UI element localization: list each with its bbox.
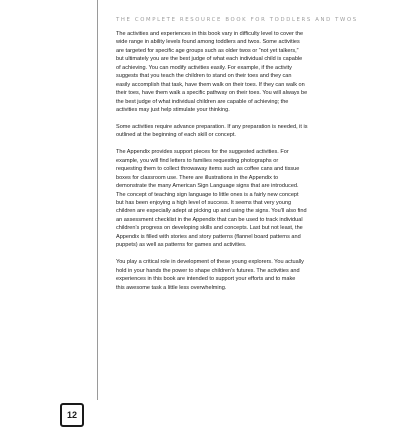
text-line: Appendix is filled with stories and story patterns (flannel board patterns and [116,233,301,240]
text-line: activities may just help stimulate your thinking. [116,107,230,114]
text-line: their toes, have them walk a specific pathway on their toes. You will always be [116,90,308,97]
text-line: The Appendix provides support pieces for the suggested activities. For [116,149,289,156]
margin-rule [97,0,98,400]
text-line: You play a critical role in development of these young explorers. You actually [116,259,304,266]
body-text [116,30,348,300]
text-line: suggests that you teach the children to stand on their toes and they can [116,73,292,80]
text-line: are targeted for specific age groups such as older twos or “not yet talkers,” [116,47,299,54]
paragraph [116,30,348,115]
text-line: experiences in this book are intended to support your efforts and to make [116,276,296,283]
text-line: easily accomplish that task, have them walk on their toes. If they can walk on [116,81,305,88]
text-line: hold in your hands the power to shape children’s futures. The activities and [116,267,300,274]
paragraph [116,258,348,292]
paragraph [116,148,348,249]
text-line: The activities and experiences in this book vary in difficulty level to cover the [116,31,304,37]
text-line: outlined at the beginning of each skill or concept. [116,132,236,139]
text-line: children are especially adept at picking up and using the signs. You’ll also find [116,208,307,215]
text-line: this awesome task a little less overwhelming. [116,284,227,291]
text-line: children’s progress on developing skills and concepts. Last but not least, the [116,225,303,232]
page-number-box [60,403,84,427]
text-line: of achieving. You can modify activities easily. For example, if the activity [116,64,292,71]
paragraph [116,123,348,140]
text-line: wide range in ability levels found among toddlers and twos. Some activities [116,39,300,46]
text-line: requesting them to collect throwaway items such as coffee cans and tissue [116,166,300,173]
text-line: boxes for classroom use. There are illustrations in the Appendix to [116,174,279,181]
text-line: Some activities require advance preparation. If any preparation is needed, it is [116,123,308,130]
text-line: The concept of teaching sign language to little ones is a fairly new concept [116,191,299,198]
text-line: example, you will find letters to families requesting photographs or [116,157,279,164]
text-line: but has been enjoying a high level of success. It seems that very young [116,200,292,207]
running-head: THE COMPLETE RESOURCE BOOK FOR TODDLERS AND TWOS [116,17,358,23]
page-number: 12 [66,410,77,420]
text-line: but ultimately you are the best judge of what each individual child is capable [116,56,303,63]
text-line: puppets) as well as patterns for games and activities. [116,242,247,249]
text-line: the best judge of what individual children are capable of achieving; the [116,98,289,105]
text-line: an assessment checklist in the Appendix that can be used to track individual [116,216,303,223]
text-line: demonstrate the many American Sign Language signs that are introduced. [116,183,299,190]
